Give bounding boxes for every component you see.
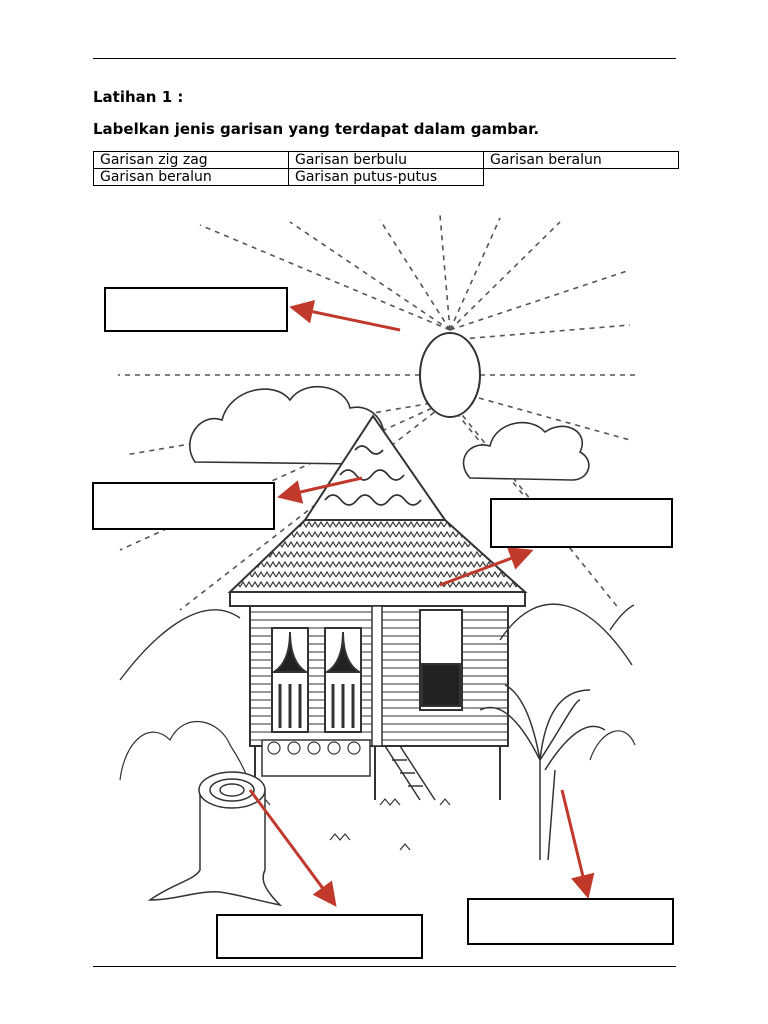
sun	[420, 333, 480, 417]
exercise-title: Latihan 1 :	[93, 88, 184, 106]
hill-right-small	[610, 605, 634, 630]
answer-box-roof-wavy[interactable]	[92, 482, 275, 530]
bushes-right	[590, 731, 635, 760]
roof-eave	[230, 592, 525, 606]
window-left	[272, 628, 308, 732]
answer-box-palm[interactable]	[467, 898, 674, 945]
answer-box-roof-zigzag[interactable]	[490, 498, 673, 548]
bottom-rule	[93, 966, 676, 967]
hill-left	[120, 610, 240, 680]
table-cell: Garisan berbulu	[289, 152, 484, 169]
exercise-instruction: Labelkan jenis garisan yang terdapat dalam gambar.	[93, 120, 540, 138]
window-middle	[325, 628, 361, 732]
house-post	[372, 606, 382, 746]
tree-stump	[150, 772, 280, 905]
hill-right	[500, 604, 632, 665]
table-cell: Garisan beralun	[484, 152, 679, 169]
table-cell: Garisan putus-putus	[289, 169, 484, 186]
answer-box-stump[interactable]	[216, 914, 423, 959]
table-cell: Garisan zig zag	[94, 152, 289, 169]
ground-grass	[250, 799, 450, 850]
roof-zigzag	[230, 520, 525, 592]
stairs	[385, 746, 435, 800]
table-cell: Garisan beralun	[94, 169, 289, 186]
door	[420, 610, 462, 710]
cloud-right	[464, 423, 589, 480]
answer-box-sun-rays[interactable]	[104, 287, 288, 332]
